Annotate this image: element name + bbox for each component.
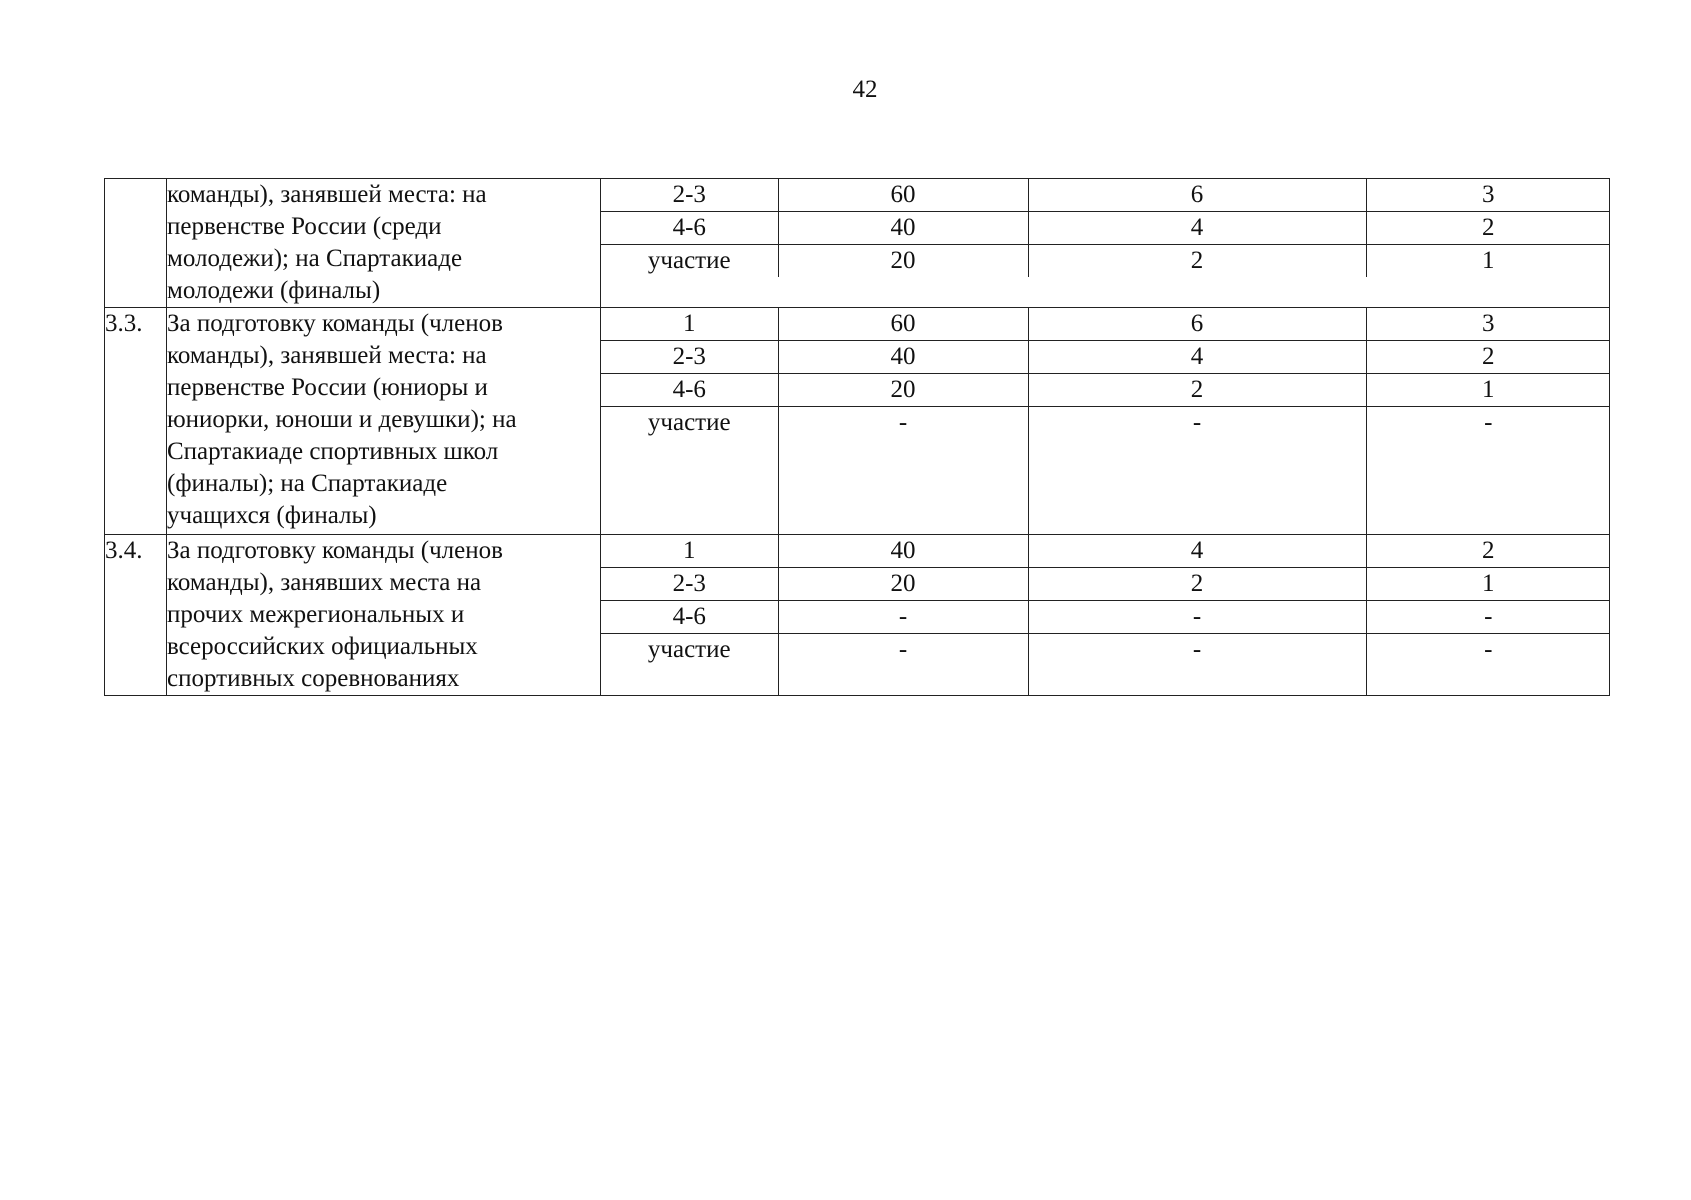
place-value: 1 — [601, 308, 778, 341]
row-description: За подготовку команды (членов команды), занявших места на прочих межрегиональных и всероссийских официальных спортивных соревнованиях — [167, 534, 601, 696]
points-value: 40 — [778, 535, 1028, 568]
place-row — [601, 600, 1610, 633]
points-value: 20 — [778, 374, 1028, 407]
points-value: 60 — [778, 308, 1028, 341]
place-row — [601, 535, 1610, 568]
points-value: - — [778, 600, 1028, 633]
place-value: 2-3 — [601, 179, 778, 212]
table-row — [105, 308, 1610, 535]
points-value: - — [1366, 633, 1610, 695]
points-value: - — [778, 633, 1028, 695]
place-row — [601, 633, 1610, 695]
places-subtable — [601, 308, 1610, 534]
place-value: участие — [647, 635, 731, 663]
place-row — [601, 179, 1610, 212]
place-row — [601, 341, 1610, 374]
points-value: 2 — [1028, 567, 1366, 600]
places-cell — [601, 179, 1610, 308]
row-number — [105, 179, 167, 308]
place-row — [601, 567, 1610, 600]
table-row — [105, 179, 1610, 308]
points-value: 40 — [778, 341, 1028, 374]
points-value: - — [1028, 633, 1366, 695]
points-value: 2 — [1028, 374, 1366, 407]
points-value: 2 — [1028, 245, 1366, 278]
points-value: - — [1366, 407, 1610, 534]
points-value: 1 — [1366, 245, 1610, 278]
places-cell — [601, 534, 1610, 696]
place-value: 1 — [601, 535, 778, 568]
places-cell — [601, 308, 1610, 535]
points-value: 40 — [778, 212, 1028, 245]
points-value: 60 — [778, 179, 1028, 212]
place-row — [601, 407, 1610, 534]
points-value: - — [778, 407, 1028, 534]
points-value: 1 — [1366, 567, 1610, 600]
table-row — [105, 534, 1610, 696]
place-row — [601, 374, 1610, 407]
place-value: участие — [647, 247, 731, 274]
points-value: - — [1028, 600, 1366, 633]
points-value: 3 — [1366, 179, 1610, 212]
points-value: 4 — [1028, 341, 1366, 374]
place-value: 4-6 — [601, 374, 778, 407]
place-value: 2-3 — [601, 567, 778, 600]
points-value: 4 — [1028, 535, 1366, 568]
points-value: 20 — [778, 567, 1028, 600]
place-value: 2-3 — [601, 341, 778, 374]
points-value: 6 — [1028, 179, 1366, 212]
place-row — [601, 308, 1610, 341]
points-value: 6 — [1028, 308, 1366, 341]
row-description: команды), занявшей места: на первенстве России (среди молодежи); на Спартакиаде молодежи (финалы) — [167, 179, 601, 308]
row-number: 3.4. — [105, 534, 167, 696]
points-value: - — [1028, 407, 1366, 534]
places-subtable — [601, 535, 1610, 696]
points-value: 4 — [1028, 212, 1366, 245]
points-value: 2 — [1366, 341, 1610, 374]
points-value: 1 — [1366, 374, 1610, 407]
place-row — [601, 245, 1610, 278]
place-value: участие — [647, 409, 731, 436]
points-value: 2 — [1366, 535, 1610, 568]
row-number: 3.3. — [105, 308, 167, 535]
criteria-table — [104, 178, 1610, 696]
points-value: 3 — [1366, 308, 1610, 341]
places-subtable — [601, 179, 1610, 277]
row-description: За подготовку команды (членов команды), занявшей места: на первенстве России (юниоры и юниорки, юноши и девушки); на Спартакиаде спортивных школ (финалы); на Спартакиаде учащихся (финалы) — [167, 308, 601, 535]
points-value: 20 — [778, 245, 1028, 278]
place-row — [601, 212, 1610, 245]
place-value: 4-6 — [601, 212, 778, 245]
points-value: - — [1366, 600, 1610, 633]
points-value: 2 — [1366, 212, 1610, 245]
page-number: 42 — [852, 76, 878, 103]
place-value: 4-6 — [601, 600, 778, 633]
